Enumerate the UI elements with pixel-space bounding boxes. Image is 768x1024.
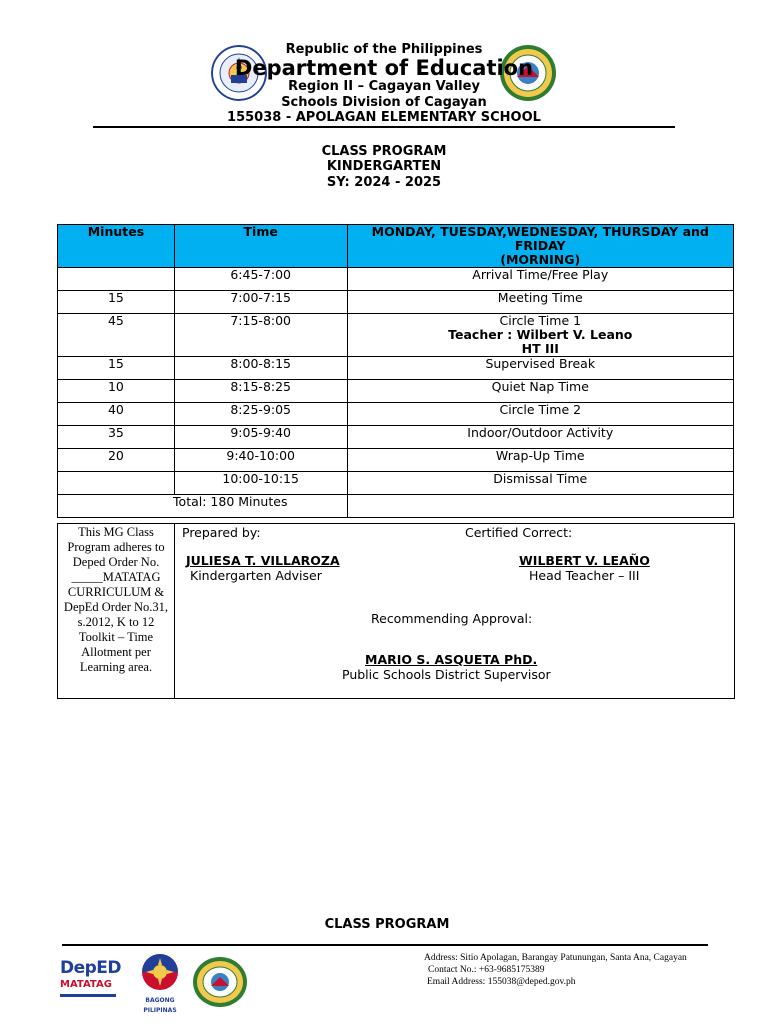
row-activity: Arrival Time/Free Play (347, 268, 733, 291)
school-heading: 155038 - APOLAGAN ELEMENTARY SCHOOL (227, 110, 541, 125)
table-row (58, 314, 734, 357)
division-heading: Schools Division of Cagayan (281, 95, 487, 110)
row-time: 10:00-10:15 (174, 472, 347, 495)
footer-email: Email Address: 155038@deped.gov.ph (427, 977, 576, 987)
bagong-pilipinas-emblem-icon (132, 952, 188, 992)
deped-logo-text: DepED (60, 958, 122, 978)
header-days (347, 225, 733, 268)
row-activity: Dismissal Time (347, 472, 733, 495)
header-minutes: Minutes (58, 225, 175, 268)
row-minutes: 15 (58, 357, 175, 380)
table-row (58, 291, 734, 314)
row-activity-cell (347, 314, 733, 357)
program-school-year: SY: 2024 - 2025 (326, 175, 442, 190)
row-activity: Quiet Nap Time (347, 380, 733, 403)
row-activity: Meeting Time (347, 291, 733, 314)
recommending-approval-label: Recommending Approval: (371, 611, 533, 626)
head-teacher-name: WILBERT V. LEAÑO (519, 553, 650, 568)
footer-title: CLASS PROGRAM (324, 917, 450, 932)
deped-matatag-logo (60, 958, 122, 1004)
prepared-by-label: Prepared by: (182, 525, 261, 540)
row-activity: Circle Time 2 (347, 403, 733, 426)
adherence-note: This MG Class Program adheres to Deped Order No. _____MATATAG CURRICULUM & DepEd Order No.31, s.2012, K to 12 Toolkit – Time Allotment per Learning area. (63, 525, 169, 674)
row-time: 6:45-7:00 (174, 268, 347, 291)
head-teacher-role: Head Teacher – III (529, 568, 640, 583)
row-minutes: 20 (58, 449, 175, 472)
supervisor-role: Public Schools District Supervisor (342, 667, 551, 682)
adviser-name: JULIESA T. VILLAROZA (186, 553, 340, 568)
table-row (58, 449, 734, 472)
row-activity: Wrap-Up Time (347, 449, 733, 472)
row-minutes: 10 (58, 380, 175, 403)
republic-heading: Republic of the Philippines (285, 42, 483, 57)
table-row (58, 380, 734, 403)
header-divider (93, 126, 675, 128)
supervisor-name: MARIO S. ASQUETA PhD. (365, 652, 538, 667)
row-minutes: 45 (58, 314, 175, 357)
row-time: 7:15-8:00 (174, 314, 347, 357)
row-activity: Circle Time 1 (499, 313, 582, 328)
total-minutes: Total: 180 Minutes (58, 495, 348, 518)
bagong-pilipinas-logo (132, 952, 188, 1014)
signature-divider (174, 523, 175, 698)
table-row (58, 357, 734, 380)
school-seal-footer-logo (192, 956, 248, 1008)
bagong-pilipinas-text: BAGONG PILIPINAS (143, 997, 177, 1014)
footer-address: Address: Sitio Apolagan, Barangay Patunungan, Santa Ana, Cagayan (424, 953, 687, 963)
row-minutes: 35 (58, 426, 175, 449)
row-time: 9:05-9:40 (174, 426, 347, 449)
total-row (58, 495, 734, 518)
table-row (58, 472, 734, 495)
region-heading: Region II – Cagayan Valley (288, 79, 480, 94)
matatag-logo-text: MATATAG (60, 979, 112, 990)
header-session-label: (MORNING) (500, 252, 581, 267)
row-time: 9:40-10:00 (174, 449, 347, 472)
header-days-label: MONDAY, TUESDAY,WEDNESDAY, THURSDAY and FRIDAY (371, 224, 709, 253)
header-time: Time (174, 225, 347, 268)
row-time: 8:00-8:15 (174, 357, 347, 380)
adviser-role: Kindergarten Adviser (190, 568, 322, 583)
class-program-table (57, 224, 734, 518)
row-minutes (58, 472, 175, 495)
program-title: CLASS PROGRAM (321, 144, 447, 159)
table-header-row (58, 225, 734, 268)
certified-correct-label: Certified Correct: (465, 525, 573, 540)
row-time: 7:00-7:15 (174, 291, 347, 314)
row-teacher: Teacher : Wilbert V. Leano (448, 327, 633, 342)
row-teacher-title: HT III (521, 341, 559, 356)
total-empty-cell (347, 495, 733, 518)
row-activity: Indoor/Outdoor Activity (347, 426, 733, 449)
row-time: 8:25-9:05 (174, 403, 347, 426)
program-level: KINDERGARTEN (326, 159, 442, 174)
row-time: 8:15-8:25 (174, 380, 347, 403)
table-row (58, 268, 734, 291)
footer-divider (62, 944, 708, 946)
department-heading: Department of Education (234, 56, 534, 80)
table-row (58, 426, 734, 449)
table-row (58, 403, 734, 426)
row-minutes: 15 (58, 291, 175, 314)
row-activity: Supervised Break (347, 357, 733, 380)
footer-contact: Contact No.: +63-9685175389 (428, 965, 545, 975)
row-minutes (58, 268, 175, 291)
row-minutes: 40 (58, 403, 175, 426)
